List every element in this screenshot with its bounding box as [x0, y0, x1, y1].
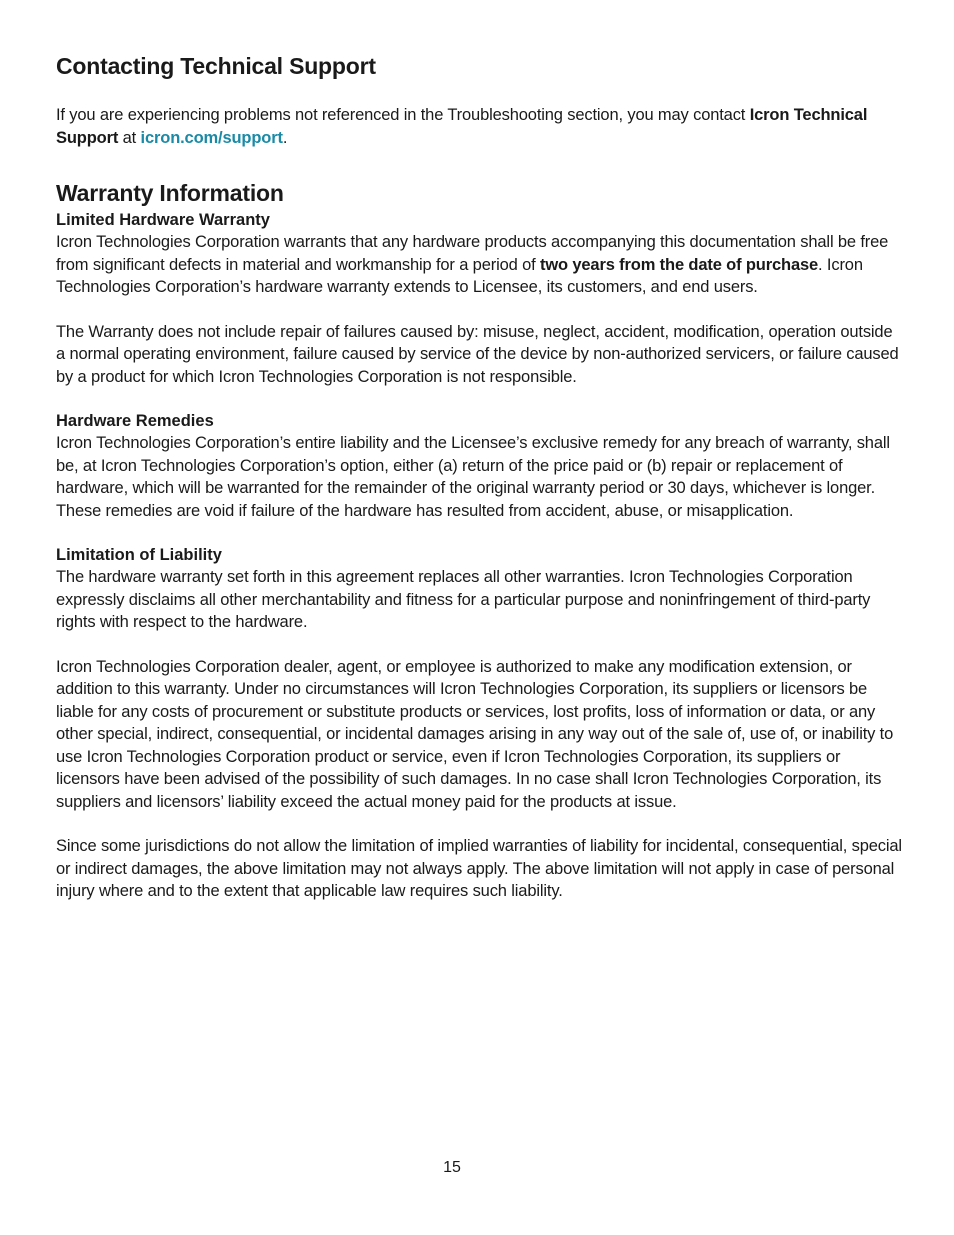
contact-text: If you are experiencing problems not referenced in the Troubleshooting section, you may contact	[56, 106, 750, 124]
limitation-liability-heading: Limitation of Liability	[56, 546, 222, 564]
contact-paragraph	[56, 104, 904, 149]
warranty-period: two years from the date of purchase	[539, 255, 819, 274]
hardware-remedies-heading: Hardware Remedies	[56, 412, 214, 430]
spacer	[56, 388, 904, 410]
contact-at: at	[118, 128, 141, 147]
document-page	[56, 50, 904, 903]
spacer	[56, 299, 904, 321]
liability-paragraph-1: The hardware warranty set forth in this agreement replaces all other warranties. Icron Technologies Corporation expressly disclaims all other merchantability and fitness for a particular purpose and noninfringement of third-party rights with respect to the hardware.	[56, 568, 871, 631]
limited-text-after: . Icron Technologies Corporation’s hardware warranty extends to Licensee, its customers, and end users.	[56, 255, 863, 296]
support-link[interactable]: icron.com/support	[140, 128, 283, 147]
support-name: Icron Technical Support	[56, 106, 868, 147]
warranty-exclusions-paragraph: The Warranty does not include repair of failures caused by: misuse, neglect, accident, modification, operation outside a normal operating environment, failure caused by service of the device by non-authorized servicers, or failure caused by a product for which Icron Technologies Corporation is not responsible.	[56, 322, 899, 386]
page-number: 15	[443, 1159, 461, 1176]
spacer	[56, 522, 904, 544]
spacer	[56, 634, 904, 656]
limited-text-before: Icron Technologies Corporation warrants that any hardware products accompanying this documentation shall be free from significant defects in material and workmanship for a period of	[56, 233, 889, 274]
contacting-support-title: Contacting Technical Support	[56, 53, 376, 79]
hardware-remedies-paragraph: Icron Technologies Corporation’s entire liability and the Licensee’s exclusive remedy for any breach of warranty, shall be, at Icron Technologies Corporation’s option, either (a) return of the price paid or (b) repair or replacement of hardware, which will be warranted for the remainder of the original warranty period or 30 days, whichever is longer. These remedies are void if failure of the hardware has resulted from accident, abuse, or misapplication.	[56, 434, 890, 520]
limited-warranty-paragraph	[56, 231, 904, 299]
liability-paragraph-2: Icron Technologies Corporation dealer, agent, or employee is authorized to make any modification extension, or addition to this warranty. Under no circumstances will Icron Technologies Corporation, its suppliers or licensors be liable for any costs of procurement or substitute products or services, lost profits, loss of information or data, or any other special, indirect, consequential, or incidental damages arising in any way out of the sale of, use of, or inability to use Icron Technologies Corporation product or service, even if Icron Technologies Corporation, its suppliers or licensors have been advised of the possibility of such damages. In no case shall Icron Technologies Corporation, its suppliers and licensors’ liability exceed the actual money paid for the products at issue.	[56, 657, 894, 811]
spacer	[56, 813, 904, 835]
limited-warranty-heading: Limited Hardware Warranty	[56, 211, 270, 229]
liability-paragraph-3: Since some jurisdictions do not allow the limitation of implied warranties of liability for incidental, consequential, special or indirect damages, the above limitation may not always apply. The above limitation will not apply in case of personal injury where and to the extent that applicable law requires such liability.	[56, 837, 902, 900]
contact-end: .	[282, 128, 288, 147]
warranty-title: Warranty Information	[56, 180, 284, 206]
